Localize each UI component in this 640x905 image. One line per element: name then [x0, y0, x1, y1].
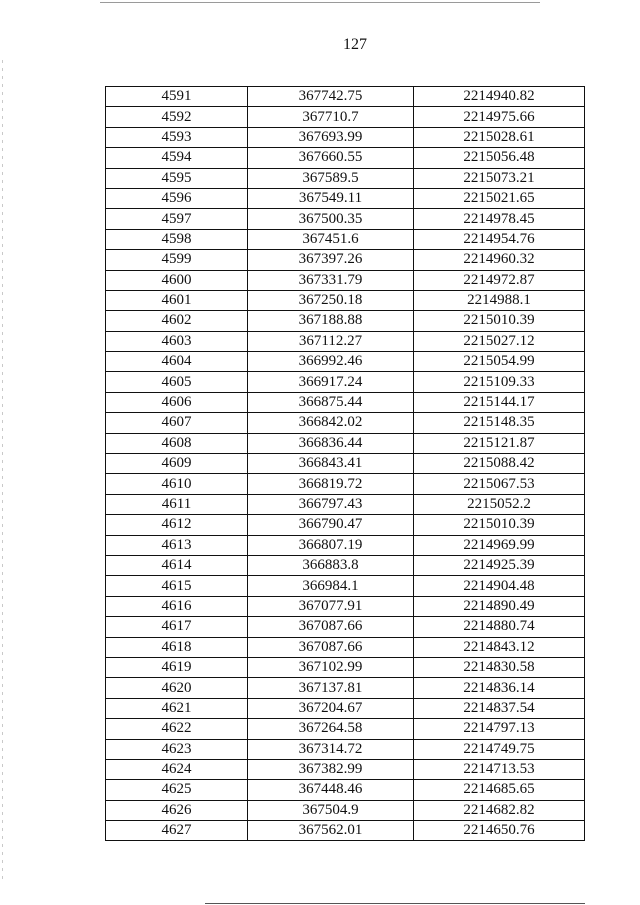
x-coordinate-cell: 366843.41	[248, 454, 414, 474]
y-coordinate-cell: 2215073.21	[414, 168, 585, 188]
x-coordinate-cell: 367710.7	[248, 107, 414, 127]
table-row	[106, 719, 585, 739]
point-number-cell: 4596	[106, 188, 248, 208]
point-number-cell: 4618	[106, 637, 248, 657]
x-coordinate-cell: 367264.58	[248, 719, 414, 739]
table-row	[106, 127, 585, 147]
y-coordinate-cell: 2215056.48	[414, 148, 585, 168]
table-row	[106, 372, 585, 392]
point-number-cell: 4613	[106, 535, 248, 555]
y-coordinate-cell: 2215054.99	[414, 352, 585, 372]
table-row	[106, 474, 585, 494]
point-number-cell: 4621	[106, 698, 248, 718]
point-number-cell: 4625	[106, 780, 248, 800]
point-number-cell: 4592	[106, 107, 248, 127]
x-coordinate-cell: 366992.46	[248, 352, 414, 372]
y-coordinate-cell: 2214836.14	[414, 678, 585, 698]
table-row	[106, 229, 585, 249]
x-coordinate-cell: 367500.35	[248, 209, 414, 229]
x-coordinate-cell: 366836.44	[248, 433, 414, 453]
x-coordinate-cell: 367562.01	[248, 821, 414, 841]
y-coordinate-cell: 2214797.13	[414, 719, 585, 739]
y-coordinate-cell: 2215109.33	[414, 372, 585, 392]
x-coordinate-cell: 367102.99	[248, 657, 414, 677]
coordinates-table-body	[106, 87, 585, 841]
table-row	[106, 617, 585, 637]
table-row	[106, 637, 585, 657]
x-coordinate-cell: 367504.9	[248, 800, 414, 820]
point-number-cell: 4615	[106, 576, 248, 596]
table-row	[106, 433, 585, 453]
y-coordinate-cell: 2214960.32	[414, 250, 585, 270]
table-row	[106, 515, 585, 535]
point-number-cell: 4622	[106, 719, 248, 739]
table-row	[106, 678, 585, 698]
point-number-cell: 4603	[106, 331, 248, 351]
y-coordinate-cell: 2214830.58	[414, 657, 585, 677]
x-coordinate-cell: 367382.99	[248, 759, 414, 779]
coordinates-table	[105, 86, 585, 841]
table-row	[106, 107, 585, 127]
table-row	[106, 392, 585, 412]
y-coordinate-cell: 2215010.39	[414, 311, 585, 331]
y-coordinate-cell: 2215028.61	[414, 127, 585, 147]
y-coordinate-cell: 2215021.65	[414, 188, 585, 208]
y-coordinate-cell: 2215148.35	[414, 413, 585, 433]
y-coordinate-cell: 2214749.75	[414, 739, 585, 759]
y-coordinate-cell: 2215144.17	[414, 392, 585, 412]
y-coordinate-cell: 2214713.53	[414, 759, 585, 779]
y-coordinate-cell: 2214880.74	[414, 617, 585, 637]
point-number-cell: 4606	[106, 392, 248, 412]
top-edge-rule	[100, 2, 540, 3]
x-coordinate-cell: 367660.55	[248, 148, 414, 168]
y-coordinate-cell: 2215027.12	[414, 331, 585, 351]
point-number-cell: 4597	[106, 209, 248, 229]
table-row	[106, 148, 585, 168]
point-number-cell: 4598	[106, 229, 248, 249]
table-row	[106, 413, 585, 433]
y-coordinate-cell: 2214925.39	[414, 555, 585, 575]
table-row	[106, 821, 585, 841]
point-number-cell: 4611	[106, 494, 248, 514]
table-row	[106, 555, 585, 575]
y-coordinate-cell: 2214940.82	[414, 87, 585, 107]
y-coordinate-cell: 2214978.45	[414, 209, 585, 229]
table-row	[106, 209, 585, 229]
y-coordinate-cell: 2214975.66	[414, 107, 585, 127]
point-number-cell: 4594	[106, 148, 248, 168]
bottom-edge-rule	[205, 903, 585, 904]
point-number-cell: 4610	[106, 474, 248, 494]
y-coordinate-cell: 2215088.42	[414, 454, 585, 474]
y-coordinate-cell: 2214682.82	[414, 800, 585, 820]
point-number-cell: 4620	[106, 678, 248, 698]
x-coordinate-cell: 366917.24	[248, 372, 414, 392]
table-row	[106, 739, 585, 759]
point-number-cell: 4627	[106, 821, 248, 841]
point-number-cell: 4602	[106, 311, 248, 331]
table-row	[106, 800, 585, 820]
point-number-cell: 4617	[106, 617, 248, 637]
point-number-cell: 4614	[106, 555, 248, 575]
table-row	[106, 780, 585, 800]
table-row	[106, 87, 585, 107]
x-coordinate-cell: 367549.11	[248, 188, 414, 208]
x-coordinate-cell: 366807.19	[248, 535, 414, 555]
x-coordinate-cell: 367087.66	[248, 637, 414, 657]
y-coordinate-cell: 2215121.87	[414, 433, 585, 453]
y-coordinate-cell: 2214837.54	[414, 698, 585, 718]
point-number-cell: 4593	[106, 127, 248, 147]
point-number-cell: 4616	[106, 596, 248, 616]
table-row	[106, 576, 585, 596]
table-row	[106, 290, 585, 310]
x-coordinate-cell: 367451.6	[248, 229, 414, 249]
x-coordinate-cell: 366797.43	[248, 494, 414, 514]
x-coordinate-cell: 367087.66	[248, 617, 414, 637]
y-coordinate-cell: 2214969.99	[414, 535, 585, 555]
y-coordinate-cell: 2215067.53	[414, 474, 585, 494]
y-coordinate-cell: 2214954.76	[414, 229, 585, 249]
y-coordinate-cell: 2214972.87	[414, 270, 585, 290]
point-number-cell: 4607	[106, 413, 248, 433]
x-coordinate-cell: 367314.72	[248, 739, 414, 759]
y-coordinate-cell: 2214890.49	[414, 596, 585, 616]
table-row	[106, 188, 585, 208]
x-coordinate-cell: 367693.99	[248, 127, 414, 147]
point-number-cell: 4619	[106, 657, 248, 677]
point-number-cell: 4595	[106, 168, 248, 188]
point-number-cell: 4608	[106, 433, 248, 453]
table-row	[106, 759, 585, 779]
point-number-cell: 4601	[106, 290, 248, 310]
table-row	[106, 454, 585, 474]
point-number-cell: 4600	[106, 270, 248, 290]
x-coordinate-cell: 367188.88	[248, 311, 414, 331]
x-coordinate-cell: 366883.8	[248, 555, 414, 575]
point-number-cell: 4624	[106, 759, 248, 779]
point-number-cell: 4609	[106, 454, 248, 474]
y-coordinate-cell: 2214650.76	[414, 821, 585, 841]
point-number-cell: 4623	[106, 739, 248, 759]
y-coordinate-cell: 2214988.1	[414, 290, 585, 310]
y-coordinate-cell: 2215052.2	[414, 494, 585, 514]
point-number-cell: 4591	[106, 87, 248, 107]
x-coordinate-cell: 366842.02	[248, 413, 414, 433]
x-coordinate-cell: 367589.5	[248, 168, 414, 188]
table-row	[106, 352, 585, 372]
x-coordinate-cell: 367250.18	[248, 290, 414, 310]
x-coordinate-cell: 367204.67	[248, 698, 414, 718]
table-row	[106, 250, 585, 270]
table-row	[106, 331, 585, 351]
table-row	[106, 535, 585, 555]
point-number-cell: 4599	[106, 250, 248, 270]
point-number-cell: 4605	[106, 372, 248, 392]
x-coordinate-cell: 367331.79	[248, 270, 414, 290]
x-coordinate-cell: 367448.46	[248, 780, 414, 800]
point-number-cell: 4612	[106, 515, 248, 535]
x-coordinate-cell: 366984.1	[248, 576, 414, 596]
x-coordinate-cell: 366819.72	[248, 474, 414, 494]
x-coordinate-cell: 367112.27	[248, 331, 414, 351]
point-number-cell: 4604	[106, 352, 248, 372]
x-coordinate-cell: 366790.47	[248, 515, 414, 535]
left-scan-edge	[2, 60, 3, 880]
y-coordinate-cell: 2214685.65	[414, 780, 585, 800]
y-coordinate-cell: 2214843.12	[414, 637, 585, 657]
x-coordinate-cell: 367077.91	[248, 596, 414, 616]
table-row	[106, 311, 585, 331]
x-coordinate-cell: 367397.26	[248, 250, 414, 270]
table-row	[106, 698, 585, 718]
x-coordinate-cell: 367742.75	[248, 87, 414, 107]
table-row	[106, 270, 585, 290]
x-coordinate-cell: 366875.44	[248, 392, 414, 412]
y-coordinate-cell: 2214904.48	[414, 576, 585, 596]
x-coordinate-cell: 367137.81	[248, 678, 414, 698]
table-row	[106, 596, 585, 616]
table-row	[106, 494, 585, 514]
y-coordinate-cell: 2215010.39	[414, 515, 585, 535]
page-number: 127	[343, 36, 367, 53]
point-number-cell: 4626	[106, 800, 248, 820]
table-row	[106, 168, 585, 188]
table-row	[106, 657, 585, 677]
